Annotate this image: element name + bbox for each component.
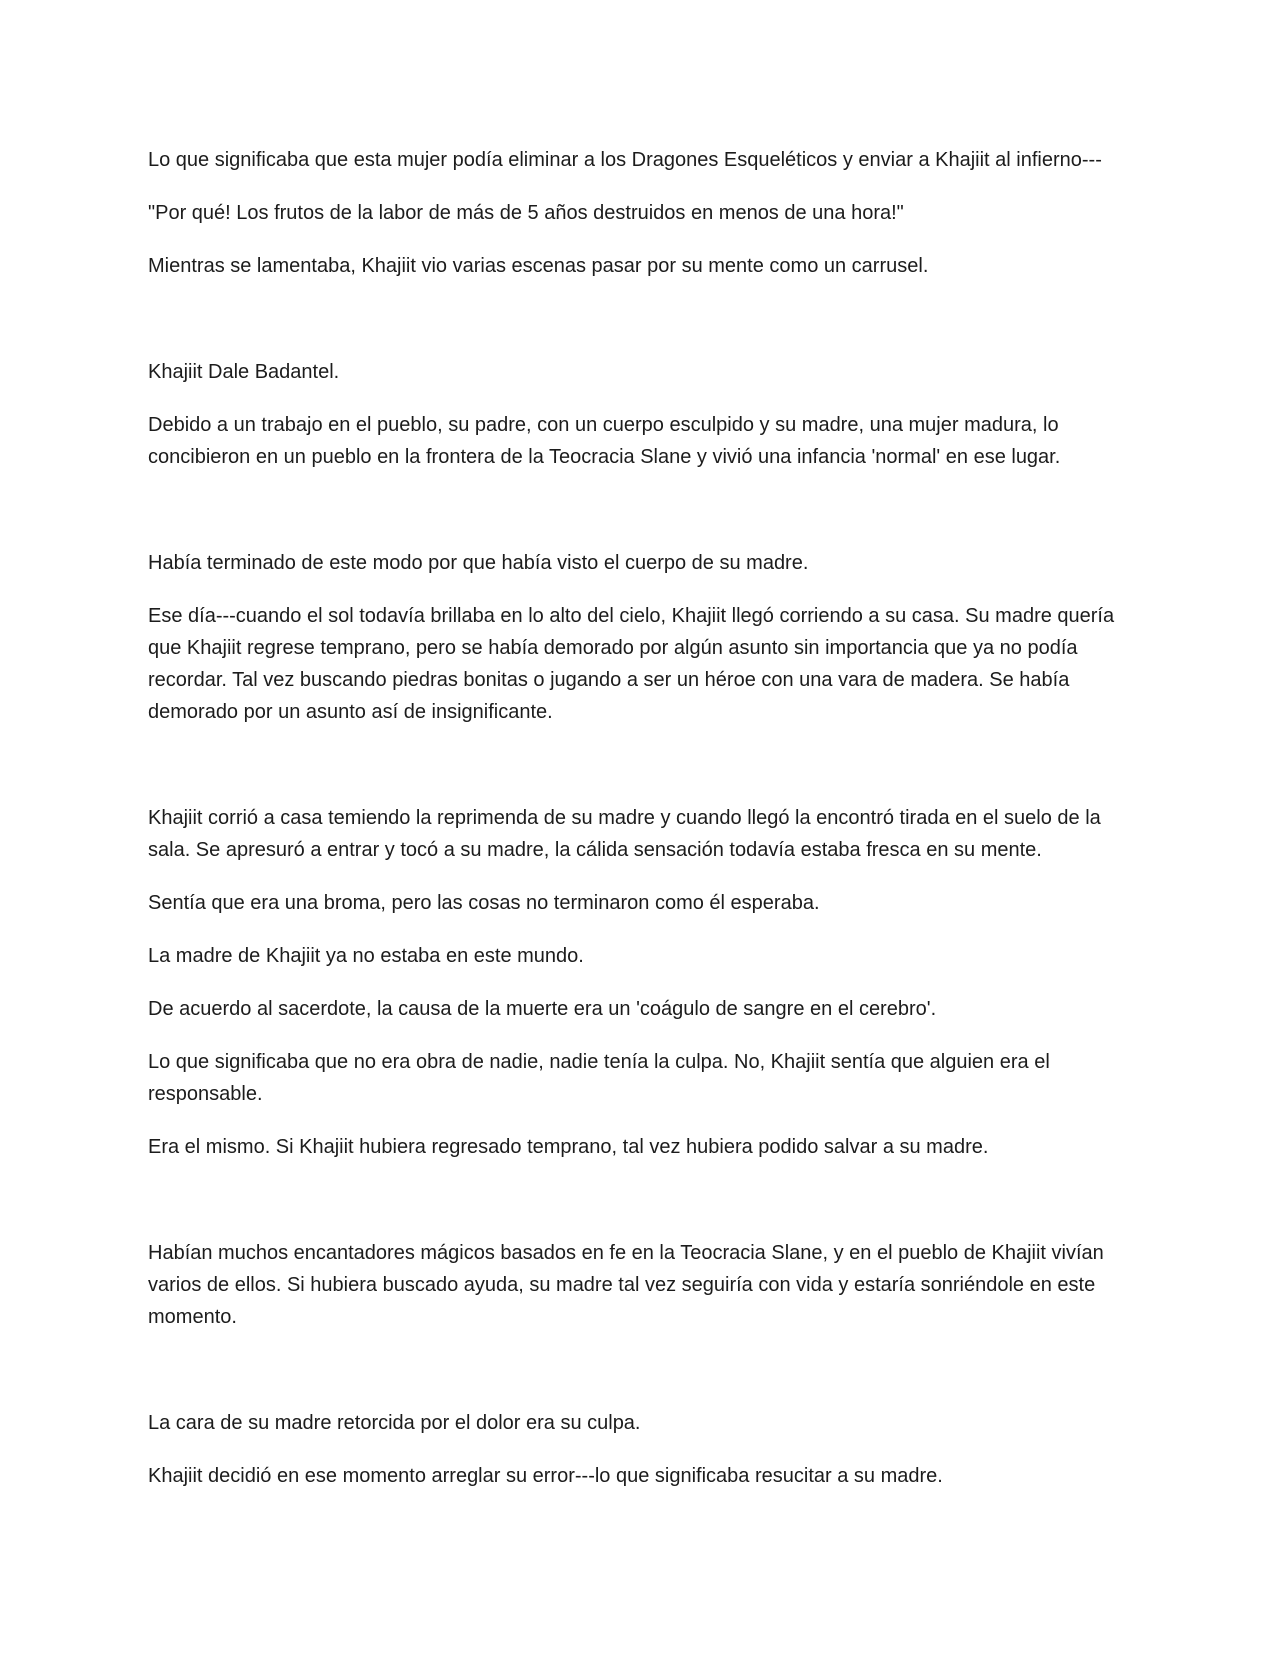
- paragraph-spacer: [148, 494, 1138, 526]
- paragraph-1: Lo que significaba que esta mujer podía eliminar a los Dragones Esqueléticos y enviar a Khajiit al infierno---: [148, 149, 1102, 171]
- paragraph-12: Lo que significaba que no era obra de nadie, nadie tenía la culpa. No, Khajiit sentía que alguien era el responsable.: [148, 1051, 1050, 1105]
- paragraph-2: "Por qué! Los frutos de la labor de más de 5 años destruidos en menos de una hora!": [148, 202, 904, 224]
- paragraph-14: Habían muchos encantadores mágicos basados en fe en la Teocracia Slane, y en el pueblo de Khajiit vivían varios de ellos. Si hubiera buscado ayuda, su madre tal vez seguiría con vida y estaría sonriéndole en este momento.: [148, 1242, 1104, 1328]
- paragraph-4: Khajiit Dale Badantel.: [148, 361, 340, 383]
- paragraph-6: Había terminado de este modo por que había visto el cuerpo de su madre.: [148, 552, 809, 574]
- document-body: [148, 144, 1138, 1513]
- paragraph-9: Sentía que era una broma, pero las cosas no terminaron como él esperaba.: [148, 892, 820, 914]
- paragraph-spacer: [148, 303, 1138, 335]
- paragraph-16: Khajiit decidió en ese momento arreglar su error---lo que significaba resucitar a su madre.: [148, 1465, 943, 1487]
- paragraph-5: Debido a un trabajo en el pueblo, su padre, con un cuerpo esculpido y su madre, una mujer madura, lo concibieron en un pueblo en la frontera de la Teocracia Slane y vivió una infancia 'normal' en ese lugar.: [148, 414, 1061, 468]
- paragraph-10: La madre de Khajiit ya no estaba en este mundo.: [148, 945, 584, 967]
- paragraph-3: Mientras se lamentaba, Khajiit vio varias escenas pasar por su mente como un carrusel.: [148, 255, 929, 277]
- paragraph-11: De acuerdo al sacerdote, la causa de la muerte era un 'coágulo de sangre en el cerebro'.: [148, 998, 937, 1020]
- paragraph-15: La cara de su madre retorcida por el dolor era su culpa.: [148, 1412, 641, 1434]
- paragraph-13: Era el mismo. Si Khajiit hubiera regresado temprano, tal vez hubiera podido salvar a su madre.: [148, 1136, 989, 1158]
- paragraph-spacer: [148, 1354, 1138, 1386]
- paragraph-7: Ese día---cuando el sol todavía brillaba en lo alto del cielo, Khajiit llegó corriendo a su casa. Su madre quería que Khajiit regrese temprano, pero se había demorado por algún asunto sin importancia que ya no podía recordar. Tal vez buscando piedras bonitas o jugando a ser un héroe con una vara de madera. Se había demorado por un asunto así de insignificante.: [148, 605, 1115, 723]
- paragraph-spacer: [148, 749, 1138, 781]
- paragraph-8: Khajiit corrió a casa temiendo la reprimenda de su madre y cuando llegó la encontró tirada en el suelo de la sala. Se apresuró a entrar y tocó a su madre, la cálida sensación todavía estaba fresca en su mente.: [148, 807, 1101, 861]
- paragraph-spacer: [148, 1184, 1138, 1216]
